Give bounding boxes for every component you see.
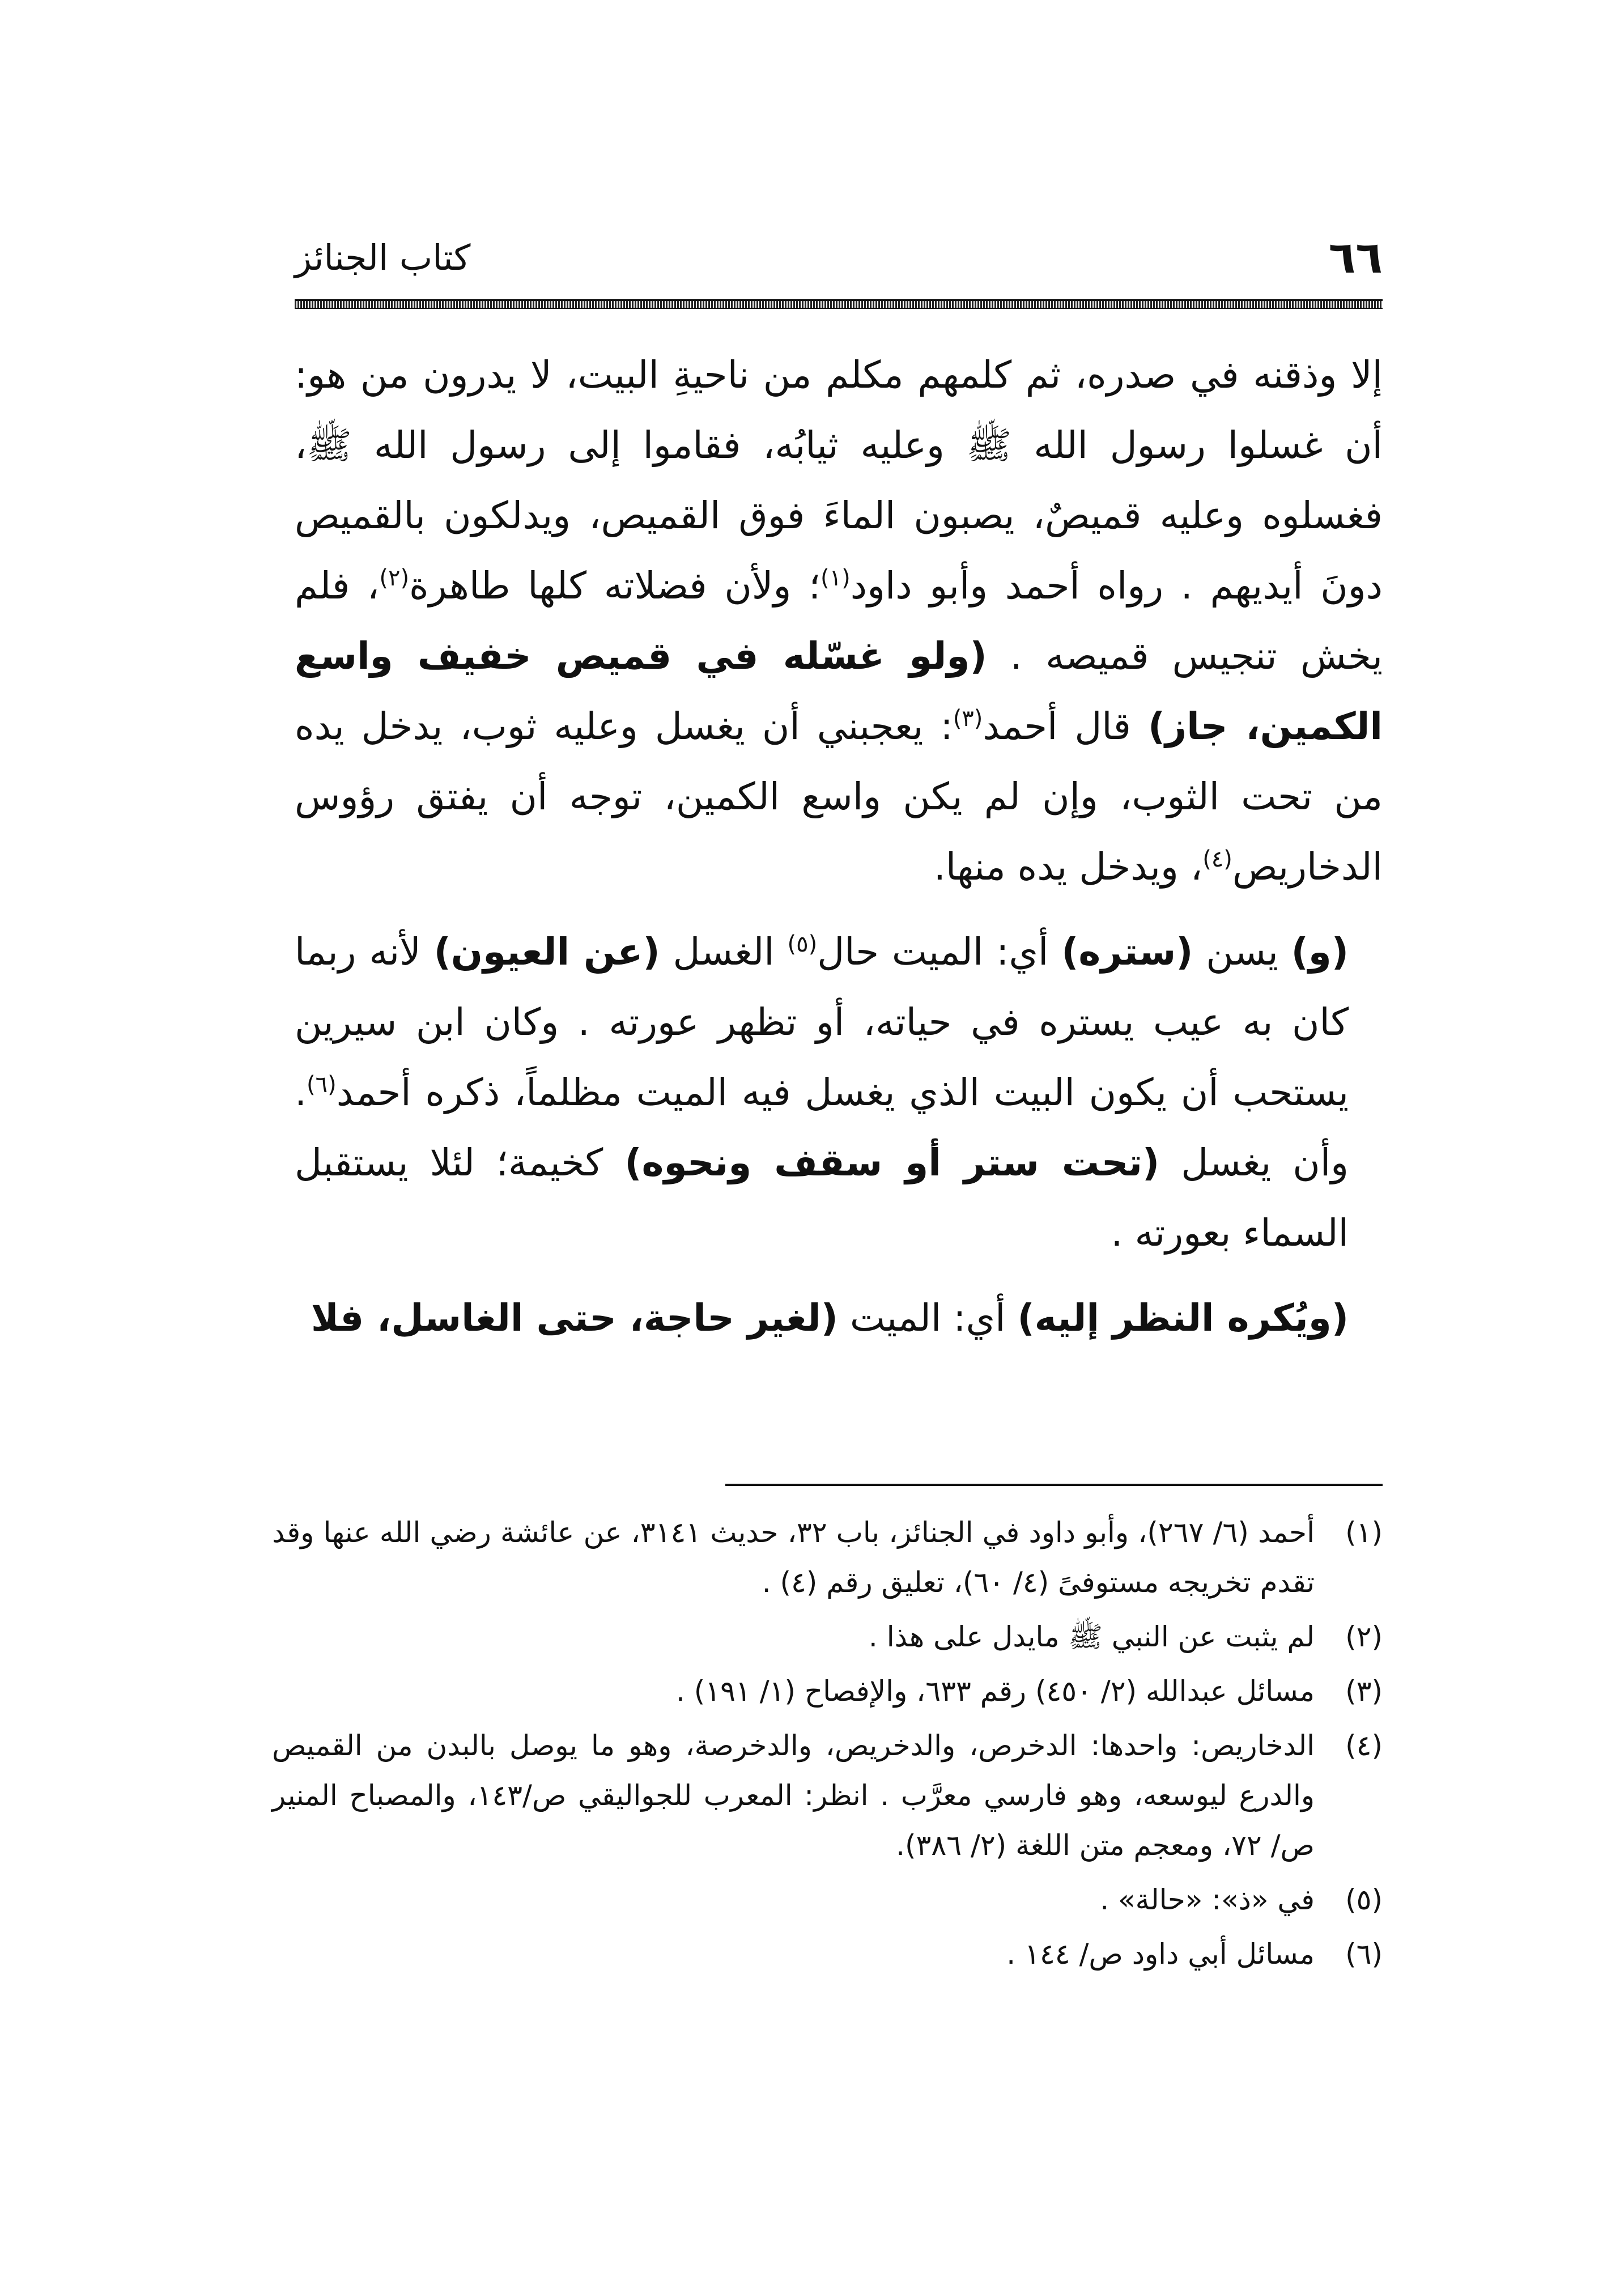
footnote-text: لم يثبت عن النبي ﷺ مايدل على هذا . (868, 1620, 1315, 1653)
footnote-number: (٣) (1345, 1675, 1383, 1708)
footnote-reference: (٢) (379, 565, 410, 591)
paragraph (295, 340, 1383, 902)
matn-text: (لغير حاجة، حتى الغاسل، فلا (311, 1296, 838, 1340)
commentary-text: كخيمة؛ لئلا يستقبل السماء بعورته . (295, 1141, 1349, 1255)
commentary-text: أي: الميت حال (817, 930, 1062, 974)
footnote-number: (٤) (1345, 1729, 1383, 1762)
commentary-text: الغسل (660, 930, 788, 974)
footnote-number: (٦) (1345, 1938, 1383, 1971)
footnote-number: (١) (1345, 1516, 1383, 1549)
footnote (272, 1929, 1383, 1979)
footnote-separator (725, 1484, 1383, 1486)
commentary-text: . وأن يغسل (295, 1071, 1349, 1184)
running-title: كتاب الجنائز (295, 237, 471, 278)
matn-text: (ولو غسّله في قميص خفيف واسع الكمين، جاز) (295, 634, 1383, 748)
footnote (272, 1666, 1383, 1716)
footnote (272, 1508, 1383, 1607)
matn-text: (تحت ستر أو سقف ونحوه) (624, 1141, 1160, 1184)
matn-text: (ويُكره النظر إليه) (1017, 1296, 1349, 1340)
footnote-text: أحمد (٦/ ٢٦٧)، وأبو داود في الجنائز، باب ٣٢، حديث ٣١٤١، عن عائشة رضي الله عنها وقد تقدم تخريجه مستوفىً (٤/ ٦٠)، تعليق رقم (٤) . (272, 1516, 1315, 1599)
matn-text: (ستره) (1061, 930, 1193, 974)
commentary-text: ، ويدخل يده منها. (933, 845, 1203, 889)
footnote-reference: (٣) (953, 706, 983, 732)
footnote-text: مسائل أبي داود ص/ ١٤٤ . (1006, 1938, 1315, 1971)
footnote-number: (٢) (1345, 1620, 1383, 1653)
running-header (295, 227, 1383, 289)
footnote (272, 1875, 1383, 1925)
commentary-text: ، فلم يخش تنجيس قميصه . (295, 564, 1383, 678)
commentary-text: أي: الميت (837, 1296, 1018, 1340)
footnote-number: (٥) (1345, 1883, 1383, 1916)
footnote (272, 1721, 1383, 1870)
footnote (272, 1612, 1383, 1662)
footnote-reference: (١) (820, 565, 851, 591)
commentary-text: : يعجبني أن يغسل وعليه ثوب، يدخل يده من تحت الثوب، وإن لم يكن واسع الكمين، توجه أن يفتق رؤوس الدخاريص (295, 704, 1383, 889)
footnote-text: مسائل عبدالله (٢/ ٤٥٠) رقم ٦٣٣، والإفصاح (١/ ١٩١) . (676, 1675, 1315, 1708)
footnotes (272, 1508, 1383, 1984)
commentary-text: قال أحمد (983, 704, 1149, 748)
footnote-reference: (٤) (1202, 846, 1232, 872)
footnote-text: الدخاريص: واحدها: الدخرص، والدخريص، والدخرصة، وهو ما يوصل بالبدن من القميص والدرع ليوسعه، وهو فارسي معرَّب . انظر: المعرب للجواليقي ص/١٤٣، والمصباح المنير ص/ ٧٢، ومعجم متن اللغة (٢/ ٣٨٦). (272, 1729, 1315, 1862)
matn-text: (و) (1291, 930, 1349, 974)
paragraph (295, 1283, 1383, 1353)
footnote-text: في «ذ»: «حالة» . (1100, 1883, 1315, 1916)
page-number: ٦٦ (1328, 232, 1383, 283)
footnote-reference: (٦) (306, 1072, 337, 1098)
commentary-text: إلا وذقنه في صدره، ثم كلمهم مكلم من ناحيةِ البيت، لا يدرون من هو: أن غسلوا رسول الله ﷺ وعليه ثيابُه، فقاموا إلى رسول الله ﷺ، فغسلوه وعليه قميصٌ، يصبون الماءَ فوق القميص، ويدلكون بالقميص دونَ أيديهم . رواه أحمد وأبو داود (295, 353, 1383, 608)
main-text (295, 340, 1383, 1368)
commentary-text: يسن (1193, 930, 1291, 974)
footnote-reference: (٥) (787, 931, 818, 957)
commentary-text: لأنه ربما كان به عيب يستره في حياته، أو تظهر عورته . وكان ابن سيرين يستحب أن يكون البيت الذي يغسل فيه الميت مظلماً، ذكره أحمد (295, 930, 1349, 1114)
paragraph (295, 917, 1383, 1268)
header-rule (295, 299, 1383, 309)
matn-text: (عن العيون) (433, 930, 660, 974)
commentary-text: ؛ ولأن فضلاته كلها طاهرة (409, 564, 820, 608)
